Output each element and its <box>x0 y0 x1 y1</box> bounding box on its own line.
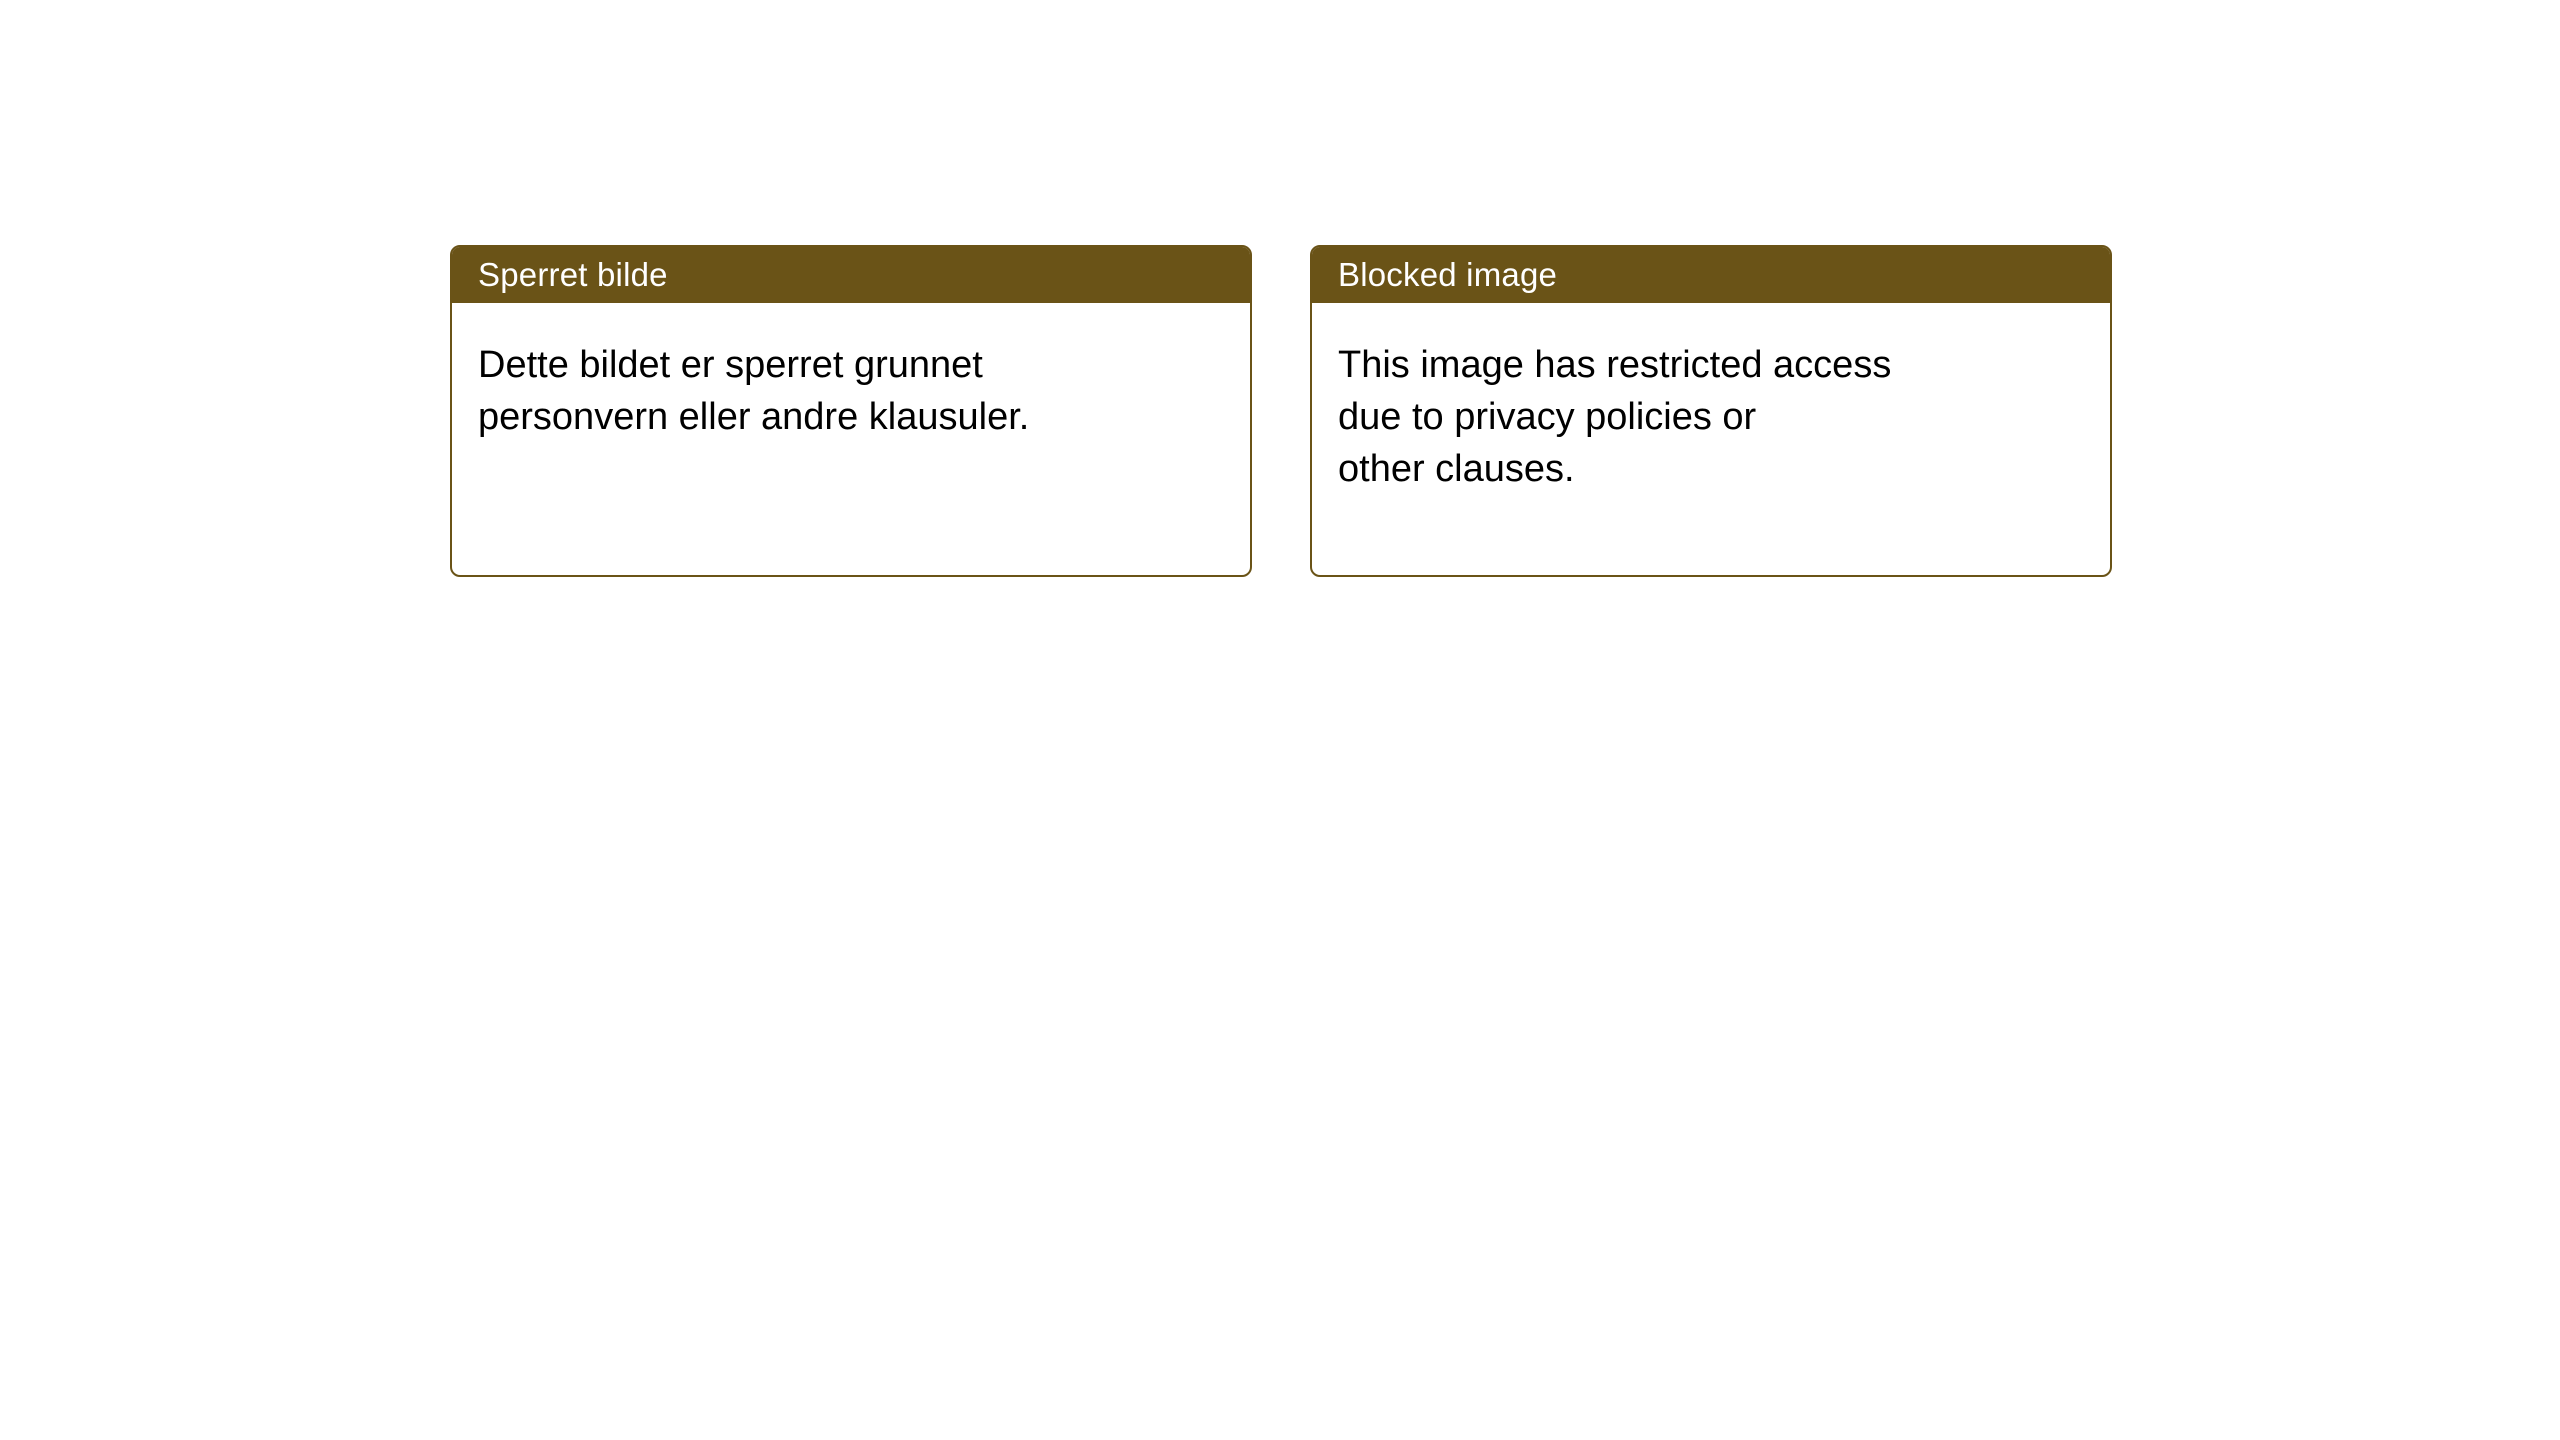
blocked-image-card-english <box>1310 245 2112 577</box>
blocked-image-card-norwegian <box>450 245 1252 577</box>
body-text-line: other clauses. <box>1338 448 1575 490</box>
body-text-line: Dette bildet er sperret grunnet <box>478 344 983 386</box>
card-body <box>1312 303 2110 495</box>
card-body <box>452 303 1250 443</box>
card-header <box>1312 247 2110 303</box>
notice-cards-row <box>450 245 2112 577</box>
card-title: Blocked image <box>1338 256 1558 293</box>
body-text-line: due to privacy policies or <box>1338 396 1757 438</box>
body-text-line: personvern eller andre klausuler. <box>478 396 1030 438</box>
card-header <box>452 247 1250 303</box>
body-text-line: This image has restricted access <box>1338 344 1892 386</box>
card-title: Sperret bilde <box>478 256 668 293</box>
